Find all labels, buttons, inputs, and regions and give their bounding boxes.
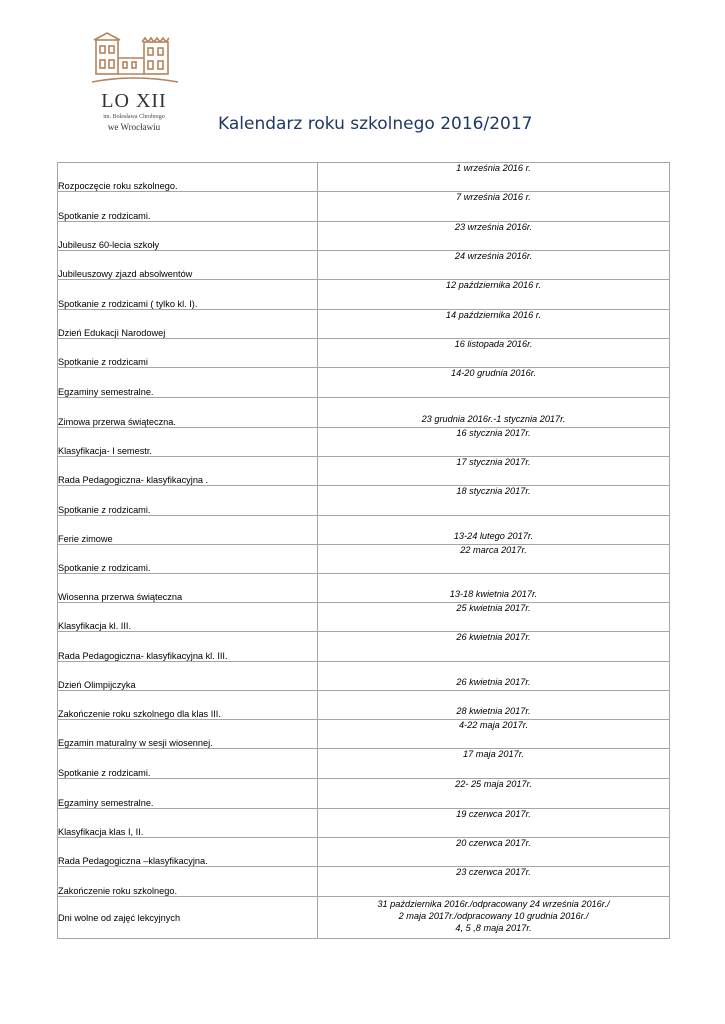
table-row bbox=[58, 691, 670, 720]
table-row bbox=[58, 749, 670, 779]
table-row bbox=[58, 867, 670, 897]
logo-patron: im. Bolesława Chrobrego bbox=[103, 114, 165, 120]
event-name: Rada Pedagogiczna- klasyfikacyjna kl. III. bbox=[58, 632, 318, 662]
school-logo bbox=[86, 30, 182, 138]
date-line: 31 października 2016r./odpracowany 24 września 2016r./ bbox=[377, 899, 610, 909]
event-date: 24 września 2016r. bbox=[318, 251, 670, 280]
table-row bbox=[58, 398, 670, 428]
table-row bbox=[58, 222, 670, 251]
table-row bbox=[58, 838, 670, 867]
table-row bbox=[58, 545, 670, 574]
event-date: 22- 25 maja 2017r. bbox=[318, 779, 670, 809]
event-name: Spotkanie z rodzicami ( tylko kl. I). bbox=[58, 280, 318, 310]
event-date: 14-20 grudnia 2016r. bbox=[318, 368, 670, 398]
event-name: Egzamin maturalny w sesji wiosennej. bbox=[58, 720, 318, 749]
table-row bbox=[58, 720, 670, 749]
event-name: Dzień Edukacji Narodowej bbox=[58, 310, 318, 339]
date-line: 2 maja 2017r./odpracowany 10 grudnia 2016r./ bbox=[398, 911, 589, 921]
event-date: 17 stycznia 2017r. bbox=[318, 457, 670, 486]
event-name: Egzaminy semestralne. bbox=[58, 368, 318, 398]
table-row bbox=[58, 192, 670, 222]
event-name: Rada Pedagogiczna –klasyfikacyjna. bbox=[58, 838, 318, 867]
event-name: Dni wolne od zajęć lekcyjnych bbox=[58, 897, 318, 939]
event-date: 26 kwietnia 2017r. bbox=[318, 632, 670, 662]
table-row bbox=[58, 574, 670, 603]
event-date: 17 maja 2017r. bbox=[318, 749, 670, 779]
event-date: 7 września 2016 r. bbox=[318, 192, 670, 222]
school-building-logo-icon bbox=[86, 30, 182, 90]
table-row bbox=[58, 632, 670, 662]
event-name: Klasyfikacja klas I, II. bbox=[58, 809, 318, 838]
event-date: 13-24 lutego 2017r. bbox=[318, 516, 670, 545]
table-row bbox=[58, 779, 670, 809]
event-name: Jubileusz 60-lecia szkoły bbox=[58, 222, 318, 251]
event-date: 23 czerwca 2017r. bbox=[318, 867, 670, 897]
event-date: 16 listopada 2016r. bbox=[318, 339, 670, 368]
event-name: Rozpoczęcie roku szkolnego. bbox=[58, 163, 318, 192]
event-name: Spotkanie z rodzicami. bbox=[58, 192, 318, 222]
event-name: Klasyfikacja kl. III. bbox=[58, 603, 318, 632]
event-date: 20 czerwca 2017r. bbox=[318, 838, 670, 867]
event-name: Spotkanie z rodzicami bbox=[58, 339, 318, 368]
table-row bbox=[58, 310, 670, 339]
table-row bbox=[58, 603, 670, 632]
event-date: 23 września 2016r. bbox=[318, 222, 670, 251]
table-row bbox=[58, 486, 670, 516]
event-name: Klasyfikacja- I semestr. bbox=[58, 428, 318, 457]
date-line: 4, 5 ,8 maja 2017r. bbox=[455, 923, 532, 933]
event-name: Zakończenie roku szkolnego. bbox=[58, 867, 318, 897]
event-name: Spotkanie z rodzicami. bbox=[58, 749, 318, 779]
event-date: 22 marca 2017r. bbox=[318, 545, 670, 574]
event-date bbox=[318, 897, 670, 939]
event-date: 23 grudnia 2016r.-1 stycznia 2017r. bbox=[318, 398, 670, 428]
event-date: 13-18 kwietnia 2017r. bbox=[318, 574, 670, 603]
table-row bbox=[58, 662, 670, 691]
table-row bbox=[58, 457, 670, 486]
table-row bbox=[58, 280, 670, 310]
event-date: 28 kwietnia 2017r. bbox=[318, 691, 670, 720]
table-row bbox=[58, 809, 670, 838]
event-date: 14 października 2016 r. bbox=[318, 310, 670, 339]
event-date: 19 czerwca 2017r. bbox=[318, 809, 670, 838]
event-name: Dzień Olimpijczyka bbox=[58, 662, 318, 691]
page-title: Kalendarz roku szkolnego 2016/2017 bbox=[218, 114, 533, 134]
event-name: Zakończenie roku szkolnego dla klas III. bbox=[58, 691, 318, 720]
event-date: 25 kwietnia 2017r. bbox=[318, 603, 670, 632]
event-date: 16 stycznia 2017r. bbox=[318, 428, 670, 457]
event-name: Spotkanie z rodzicami. bbox=[58, 486, 318, 516]
event-name: Ferie zimowe bbox=[58, 516, 318, 545]
event-name: Zimowa przerwa świąteczna. bbox=[58, 398, 318, 428]
event-name: Jubileuszowy zjazd absolwentów bbox=[58, 251, 318, 280]
event-name: Rada Pedagogiczna- klasyfikacyjna . bbox=[58, 457, 318, 486]
event-date: 26 kwietnia 2017r. bbox=[318, 662, 670, 691]
event-date: 1 września 2016 r. bbox=[318, 163, 670, 192]
table-row bbox=[58, 897, 670, 939]
table-row bbox=[58, 339, 670, 368]
table-row bbox=[58, 428, 670, 457]
table-row bbox=[58, 368, 670, 398]
calendar-table bbox=[57, 162, 670, 939]
logo-school-name: LO XII bbox=[101, 90, 167, 112]
event-name: Wiosenna przerwa świąteczna bbox=[58, 574, 318, 603]
event-date: 12 października 2016 r. bbox=[318, 280, 670, 310]
event-name: Egzaminy semestralne. bbox=[58, 779, 318, 809]
table-row bbox=[58, 163, 670, 192]
table-row bbox=[58, 251, 670, 280]
event-name: Spotkanie z rodzicami. bbox=[58, 545, 318, 574]
logo-city: we Wrocławiu bbox=[107, 122, 161, 132]
event-date: 18 stycznia 2017r. bbox=[318, 486, 670, 516]
event-date: 4-22 maja 2017r. bbox=[318, 720, 670, 749]
table-row bbox=[58, 516, 670, 545]
